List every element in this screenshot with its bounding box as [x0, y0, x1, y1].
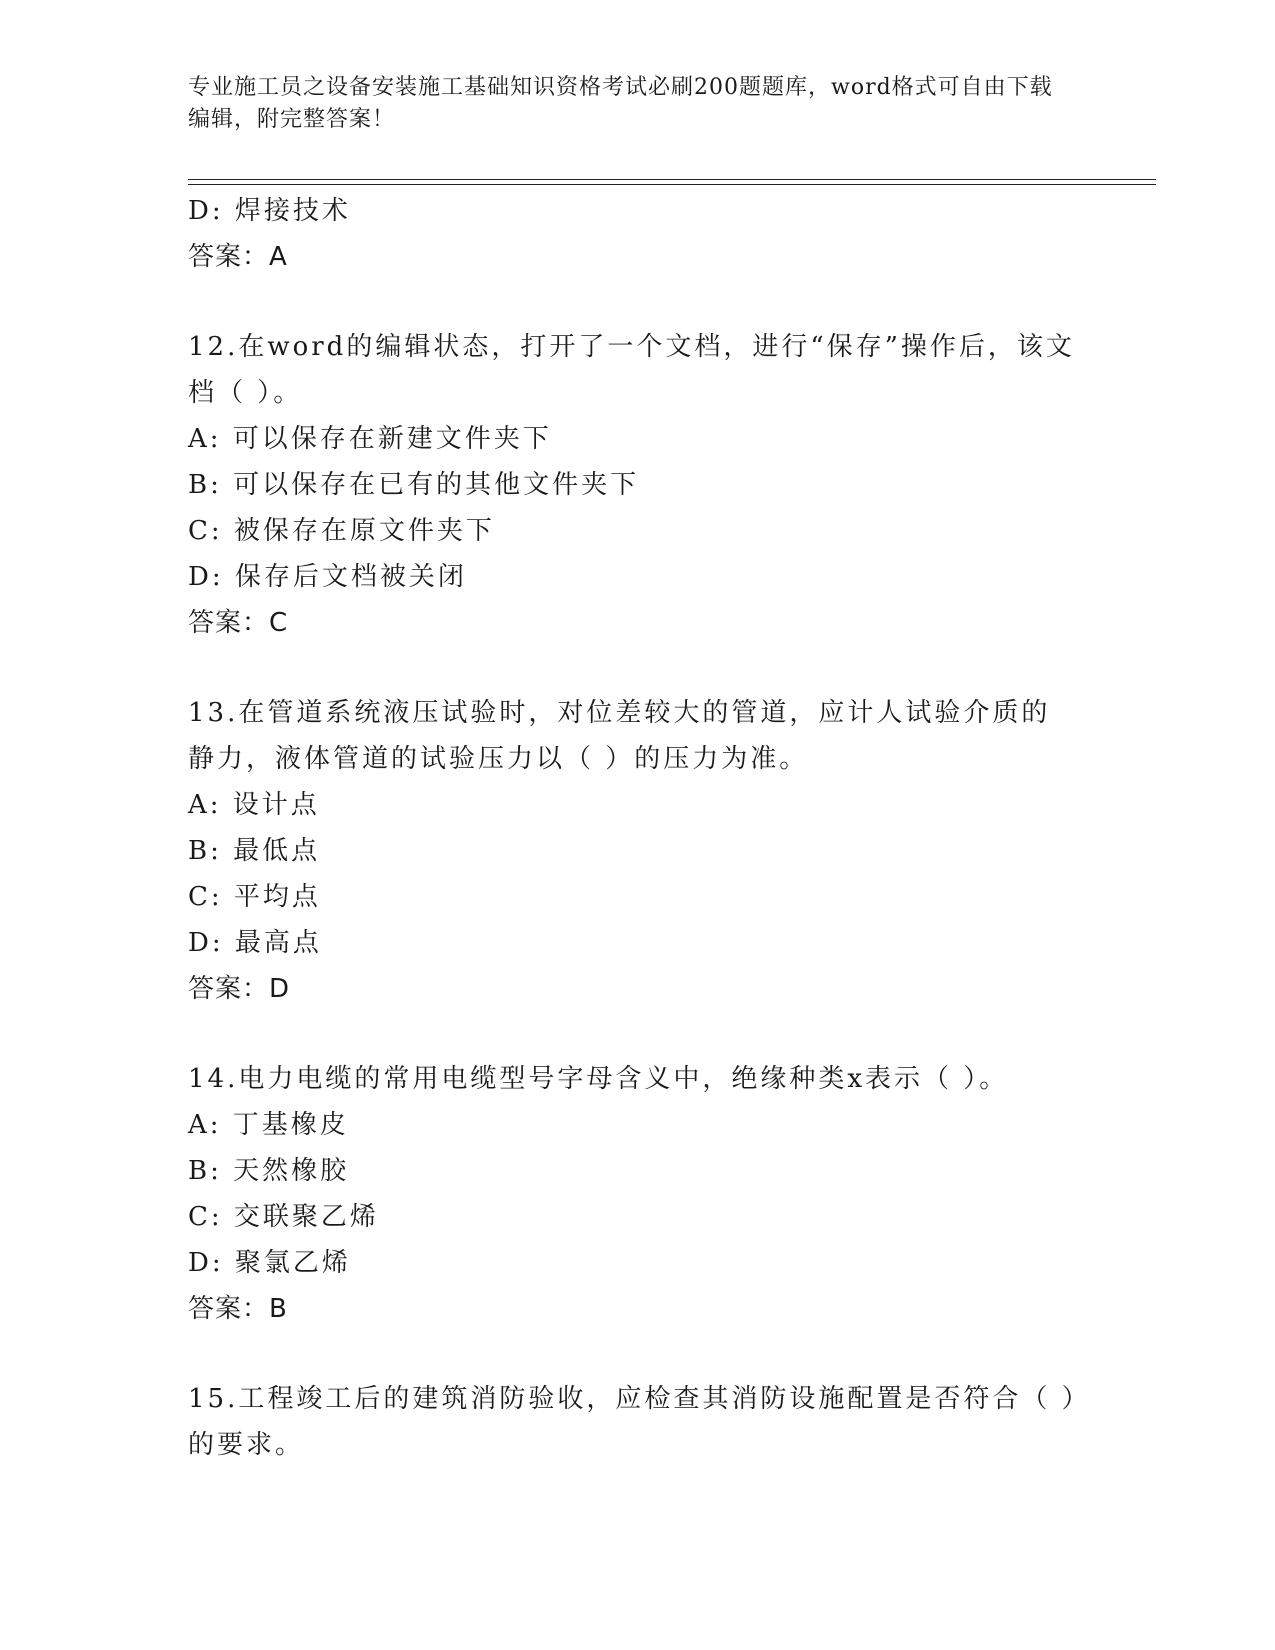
question-13 [188, 690, 1088, 1012]
option-b: B: 天然橡胶 [188, 1156, 350, 1186]
answer-line: 答案：B [188, 1294, 288, 1324]
answer-line: 答案：D [188, 974, 291, 1004]
answer-line: 答案：C [188, 608, 289, 638]
header-rule-bottom [188, 184, 1156, 185]
option-b: B: 可以保存在已有的其他文件夹下 [188, 470, 640, 500]
option-c: C: 被保存在原文件夹下 [188, 516, 495, 546]
question-stem: 12.在word的编辑状态，打开了一个文档，进行“保存”操作后，该文档（ ）。 [188, 332, 1075, 408]
answer-line: 答案：A [188, 242, 288, 272]
option-a: A: 丁基橡皮 [188, 1110, 349, 1140]
document-header: 专业施工员之设备安装施工基础知识资格考试必刷200题题库，word格式可自由下载编辑，附完整答案！ [188, 75, 1053, 132]
option-d: D: 焊接技术 [188, 196, 351, 226]
question-stem: 13.在管道系统液压试验时，对位差较大的管道，应计人试验介质的静力，液体管道的试验压力以（ ）的压力为准。 [188, 698, 1051, 774]
option-d: D: 聚氯乙烯 [188, 1248, 351, 1278]
option-c: C: 平均点 [188, 882, 321, 912]
option-b: B: 最低点 [188, 836, 321, 866]
question-stem: 15.工程竣工后的建筑消防验收，应检查其消防设施配置是否符合（ ）的要求。 [188, 1384, 1078, 1460]
header-rule-top [188, 179, 1156, 180]
option-a: A: 可以保存在新建文件夹下 [188, 424, 552, 454]
option-d: D: 保存后文档被关闭 [188, 562, 467, 592]
question-15 [188, 1376, 1088, 1468]
option-c: C: 交联聚乙烯 [188, 1202, 379, 1232]
document-body [188, 188, 1088, 1468]
option-a: A: 设计点 [188, 790, 320, 820]
question-12 [188, 324, 1088, 646]
option-d: D: 最高点 [188, 928, 322, 958]
question-stem: 14.电力电缆的常用电缆型号字母含义中，绝缘种类x表示（ ）。 [188, 1064, 1009, 1094]
question-14 [188, 1056, 1088, 1332]
carryover-question [188, 188, 1088, 280]
